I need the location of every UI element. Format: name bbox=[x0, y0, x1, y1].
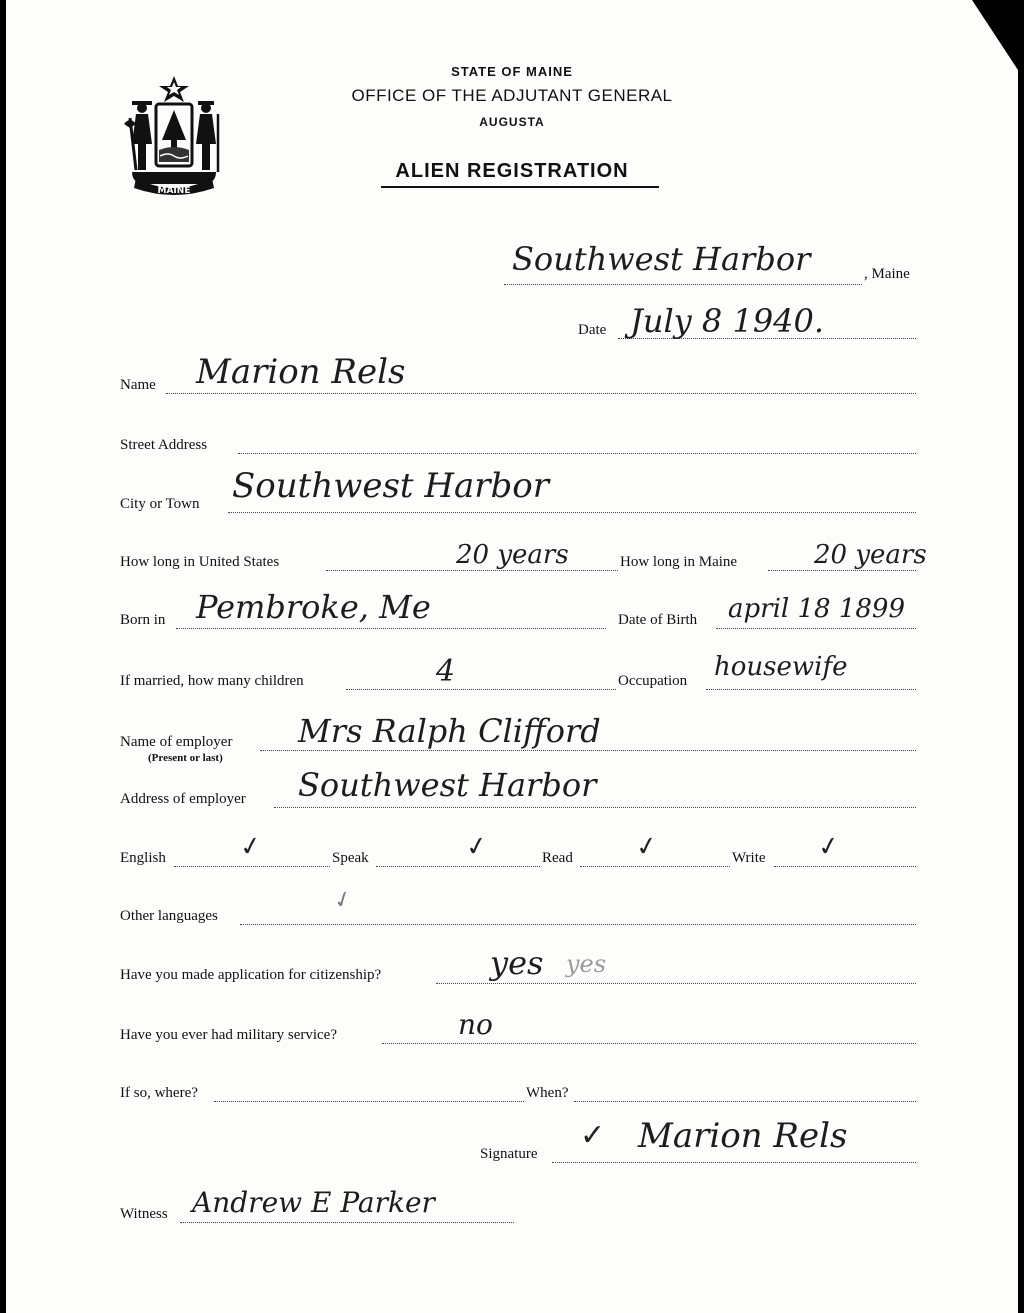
page-corner-shadow bbox=[972, 0, 1018, 70]
employer-address-entry[interactable]: Southwest Harbor bbox=[298, 766, 597, 804]
employer-label: Name of employer bbox=[120, 734, 233, 750]
born-in-entry[interactable]: Pembroke, Me bbox=[196, 588, 431, 626]
when-label: When? bbox=[526, 1085, 569, 1101]
years-us-entry[interactable]: 20 years bbox=[456, 540, 569, 570]
children-line[interactable] bbox=[346, 689, 616, 690]
document-page bbox=[6, 0, 1018, 1313]
street-line[interactable] bbox=[238, 453, 916, 454]
citizenship-entry[interactable]: yes bbox=[490, 944, 544, 982]
english-line[interactable] bbox=[174, 866, 330, 867]
signature-line[interactable] bbox=[552, 1162, 916, 1163]
years-maine-label: How long in Maine bbox=[620, 554, 738, 570]
employer-address-label: Address of employer bbox=[120, 791, 246, 807]
city-line[interactable] bbox=[228, 512, 916, 513]
employer-sublabel: (Present or last) bbox=[148, 752, 223, 764]
dob-line[interactable] bbox=[716, 628, 916, 629]
town-suffix-label: , Maine bbox=[864, 266, 910, 282]
citizenship-struck-entry: yes bbox=[566, 950, 607, 978]
employer-entry[interactable]: Mrs Ralph Clifford bbox=[298, 712, 601, 750]
name-line[interactable] bbox=[166, 393, 916, 394]
children-label: If married, how many children bbox=[120, 673, 304, 689]
other-languages-line[interactable] bbox=[240, 924, 916, 925]
occupation-label: Occupation bbox=[618, 673, 688, 689]
write-label: Write bbox=[732, 850, 766, 866]
header-state: STATE OF MAINE bbox=[451, 64, 573, 79]
town-entry[interactable]: Southwest Harbor bbox=[512, 240, 811, 278]
title-underline bbox=[381, 186, 659, 188]
speak-line[interactable] bbox=[376, 866, 540, 867]
military-entry[interactable]: no bbox=[458, 1008, 493, 1041]
read-label: Read bbox=[542, 850, 573, 866]
other-languages-label: Other languages bbox=[120, 908, 218, 924]
city-label: City or Town bbox=[120, 496, 200, 512]
speak-check[interactable]: ✓ bbox=[463, 830, 491, 864]
date-label: Date bbox=[578, 322, 607, 338]
read-check[interactable]: ✓ bbox=[633, 830, 661, 864]
street-label: Street Address bbox=[120, 437, 208, 453]
years-maine-line[interactable] bbox=[768, 570, 916, 571]
name-entry[interactable]: Marion Rels bbox=[196, 352, 406, 392]
born-in-line[interactable] bbox=[176, 628, 606, 629]
english-check[interactable]: ✓ bbox=[237, 830, 265, 864]
read-line[interactable] bbox=[580, 866, 730, 867]
header-office: OFFICE OF THE ADJUTANT GENERAL bbox=[351, 86, 673, 105]
where-label: If so, where? bbox=[120, 1085, 198, 1101]
witness-entry[interactable]: Andrew E Parker bbox=[192, 1186, 435, 1219]
dob-label: Date of Birth bbox=[618, 612, 698, 628]
employer-address-line[interactable] bbox=[274, 807, 916, 808]
town-line bbox=[504, 284, 862, 285]
dob-entry[interactable]: april 18 1899 bbox=[728, 594, 905, 624]
signature-check: ✓ bbox=[580, 1118, 606, 1153]
citizenship-label: Have you made application for citizenship? bbox=[120, 967, 382, 983]
years-maine-entry[interactable]: 20 years bbox=[814, 540, 927, 570]
children-entry[interactable]: 4 bbox=[436, 654, 456, 689]
years-us-line[interactable] bbox=[326, 570, 618, 571]
citizenship-line[interactable] bbox=[436, 983, 916, 984]
other-languages-check[interactable]: ✓ bbox=[330, 885, 357, 916]
date-entry[interactable]: July 8 1940. bbox=[630, 302, 825, 340]
born-in-label: Born in bbox=[120, 612, 166, 628]
header-city: AUGUSTA bbox=[479, 115, 545, 129]
occupation-entry[interactable]: housewife bbox=[714, 652, 848, 682]
form-title: ALIEN REGISTRATION bbox=[395, 160, 629, 182]
military-line[interactable] bbox=[382, 1043, 916, 1044]
occupation-line[interactable] bbox=[706, 689, 916, 690]
english-label: English bbox=[120, 850, 166, 866]
military-label: Have you ever had military service? bbox=[120, 1027, 337, 1043]
write-check[interactable]: ✓ bbox=[815, 830, 843, 864]
name-label: Name bbox=[120, 377, 156, 393]
signature-label: Signature bbox=[480, 1146, 538, 1162]
write-line[interactable] bbox=[774, 866, 916, 867]
witness-label: Witness bbox=[120, 1206, 168, 1222]
signature-entry[interactable]: Marion Rels bbox=[638, 1116, 848, 1156]
employer-line[interactable] bbox=[260, 750, 916, 751]
seal-banner-text: MAINE bbox=[157, 186, 191, 196]
witness-line[interactable] bbox=[180, 1222, 514, 1223]
when-line[interactable] bbox=[574, 1101, 916, 1102]
speak-label: Speak bbox=[332, 850, 369, 866]
where-line[interactable] bbox=[214, 1101, 524, 1102]
years-us-label: How long in United States bbox=[120, 554, 280, 570]
city-entry[interactable]: Southwest Harbor bbox=[232, 466, 550, 506]
